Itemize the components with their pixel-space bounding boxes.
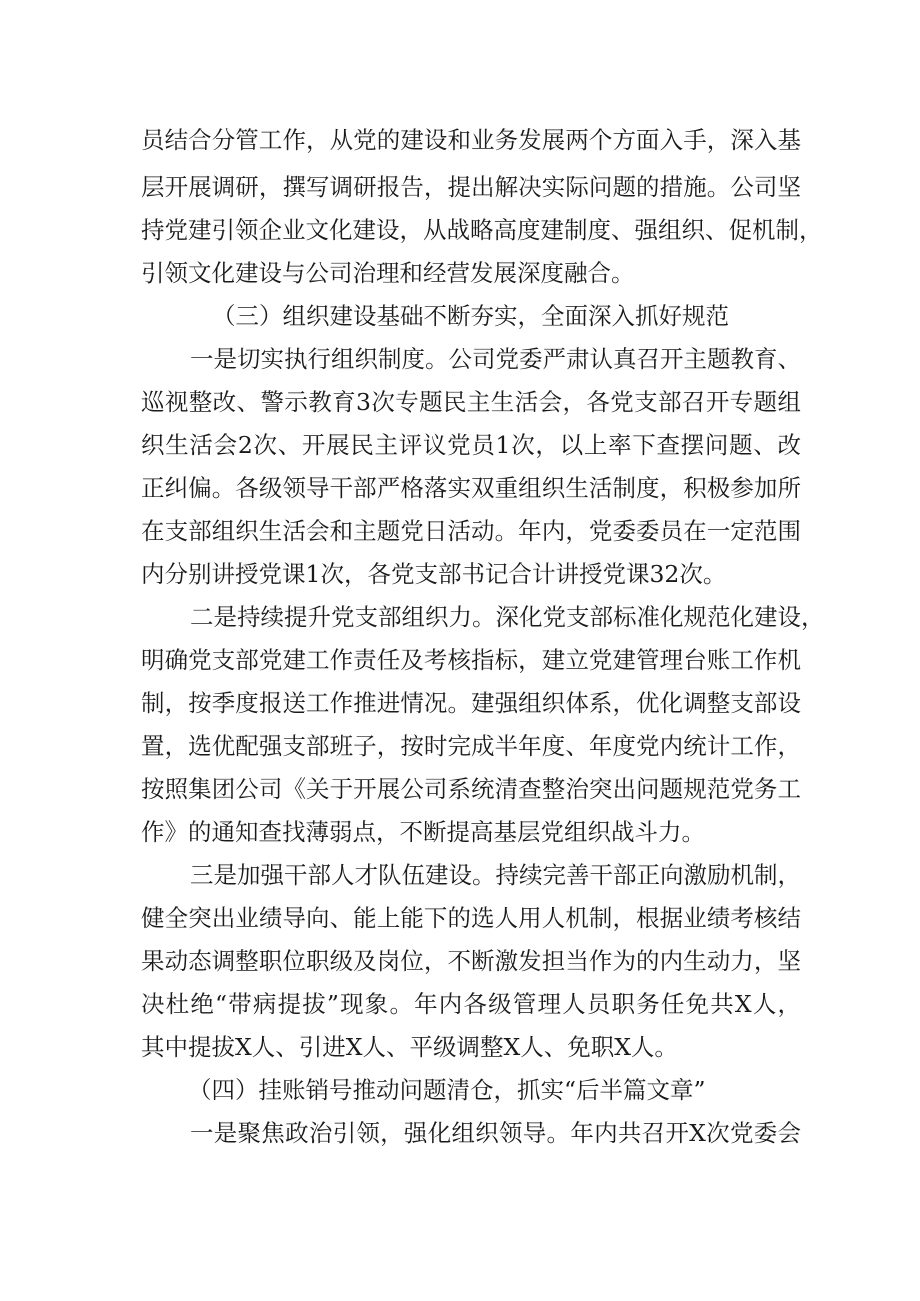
text-line-17: 作》的通知查找薄弱点，不断提高基层党组织战斗力。 bbox=[141, 818, 705, 846]
text-line-7: 巡视整改、警示教育3次专题民主生活会，各党支部召开专题组 bbox=[141, 388, 801, 416]
text-line-20: 果动态调整职位职级及岗位，不断激发担当作为的内生动力，坚 bbox=[141, 947, 801, 975]
text-line-22: 其中提拔X人、引进X人、平级调整X人、免职X人。 bbox=[141, 1033, 678, 1061]
text-line-10: 在支部组织生活会和主题党日活动。年内，党委委员在一定范围 bbox=[141, 517, 801, 545]
section-heading-3: （三）组织建设基础不断夯实，全面深入抓好规范 bbox=[212, 302, 729, 330]
text-line-1: 员结合分管工作，从党的建设和业务发展两个方面入手，深入基 bbox=[141, 126, 801, 154]
text-line-18: 三是加强干部人才队伍建设。持续完善干部正向激励机制， bbox=[190, 861, 801, 889]
text-line-12: 二是持续提升党支部组织力。深化党支部标准化规范化建设， bbox=[190, 603, 825, 631]
text-line-8: 织生活会2次、开展民主评议党员1次，以上率下查摆问题、改 bbox=[141, 431, 801, 459]
text-line-13: 明确党支部党建工作责任及考核指标，建立党建管理台账工作机 bbox=[141, 646, 801, 674]
text-line-3: 持党建引领企业文化建设，从战略高度建制度、强组织、促机制， bbox=[141, 216, 823, 244]
text-line-11: 内分别讲授党课1次，各党支部书记合计讲授党课32次。 bbox=[141, 560, 727, 588]
text-line-2: 层开展调研，撰写调研报告，提出解决实际问题的措施。公司坚 bbox=[141, 173, 801, 201]
text-line-16: 按照集团公司《关于开展公司系统清查整治突出问题规范党务工 bbox=[141, 775, 801, 803]
text-line-19: 健全突出业绩导向、能上能下的选人用人机制，根据业绩考核结 bbox=[141, 904, 801, 932]
text-line-14: 制，按季度报送工作推进情况。建强组织体系，优化调整支部设 bbox=[141, 689, 801, 717]
text-line-15: 置，选优配强支部班子，按时完成半年度、年度党内统计工作， bbox=[141, 732, 801, 760]
text-line-6: 一是切实执行组织制度。公司党委严肃认真召开主题教育、 bbox=[190, 345, 801, 373]
text-line-9: 正纠偏。各级领导干部严格落实双重组织生活制度，积极参加所 bbox=[141, 474, 801, 502]
text-line-4: 引领文化建设与公司治理和经营发展深度融合。 bbox=[141, 259, 635, 287]
text-line-21: 决杜绝“带病提拔”现象。年内各级管理人员职务任免共X人， bbox=[141, 990, 801, 1018]
section-heading-4: （四）挂账销号推动问题清仓，抓实“后半篇文章” bbox=[188, 1076, 706, 1104]
text-line-24: 一是聚焦政治引领，强化组织领导。年内共召开X次党委会 bbox=[190, 1119, 801, 1147]
